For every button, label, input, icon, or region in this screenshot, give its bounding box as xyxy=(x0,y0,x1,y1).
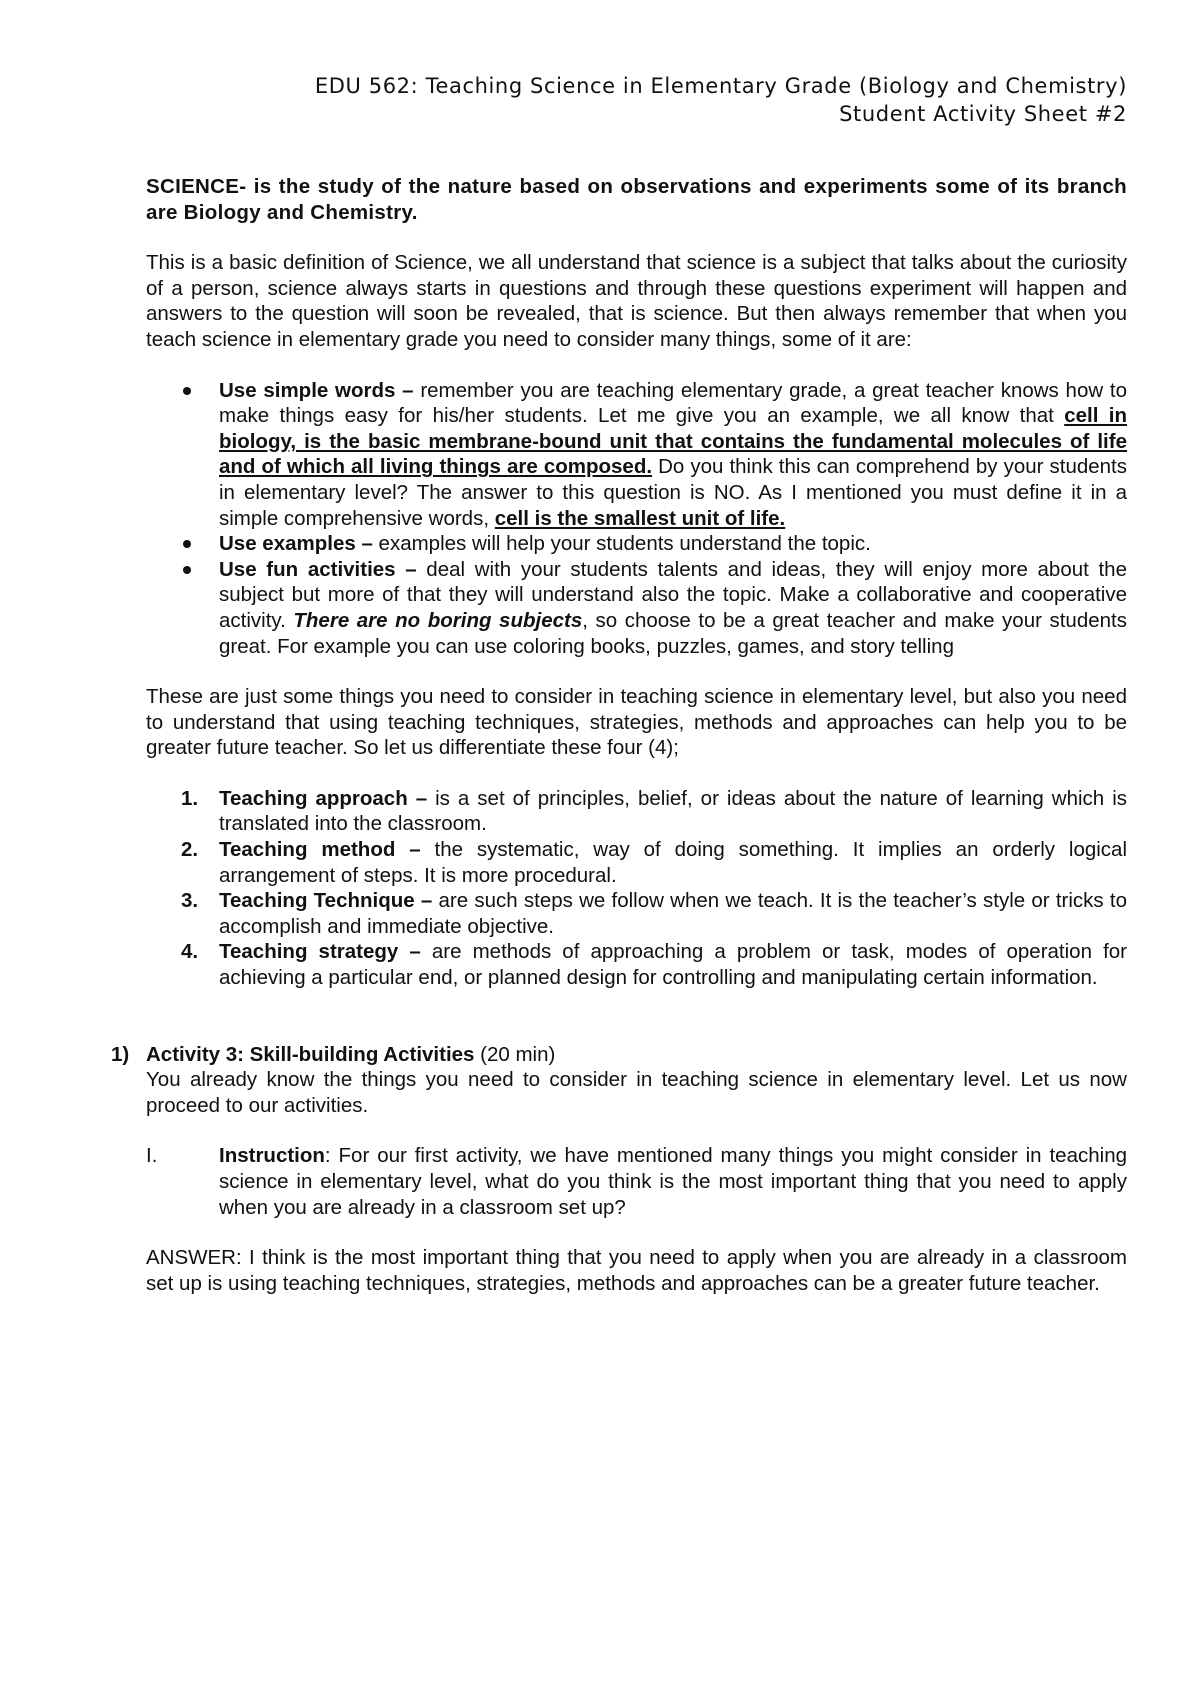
activity-title: Activity 3: Skill-building Activities xyxy=(146,1042,475,1066)
list-item xyxy=(146,378,1127,532)
science-definition: SCIENCE- is the study of the nature based on observations and experiments some of its branch are Biology and Chemistry. xyxy=(146,175,1127,224)
bullet-label: Use simple words – xyxy=(219,378,414,402)
item-number: 2. xyxy=(181,838,199,862)
bullet-underlined-definition: cell is the smallest unit of life. xyxy=(494,506,786,530)
term-text: are methods of approaching a problem or task, modes of operation for achieving a particular end, or planned design for controlling and manipulating certain information. xyxy=(219,940,1127,990)
activity-section xyxy=(111,1042,1127,1297)
bullet-text: examples will help your students understand the topic. xyxy=(372,532,871,556)
bullet-icon xyxy=(183,387,191,395)
list-item xyxy=(146,888,1127,939)
term-label: Teaching strategy – xyxy=(219,940,421,964)
list-item xyxy=(146,557,1127,659)
activity-duration: (20 min) xyxy=(474,1042,556,1066)
bullet-text: , so choose to be a great teacher and make your students great. For example you can use coloring books, puzzles, games, and story telling xyxy=(219,608,1127,658)
bullet-icon xyxy=(183,540,191,548)
instruction-block xyxy=(146,1143,1127,1220)
answer-paragraph: ANSWER: I think is the most important thing that you need to apply when you are already in a classroom set up is using teaching techniques, strategies, methods and approaches can be a greater future teacher. xyxy=(146,1246,1127,1295)
instruction-number: I. xyxy=(146,1144,158,1168)
bullet-icon xyxy=(183,566,191,574)
term-text: the systematic, way of doing something. It implies an orderly logical arrangement of steps. It is more procedural. xyxy=(219,838,1128,887)
document-header xyxy=(315,72,1127,128)
item-number: 3. xyxy=(181,889,199,913)
bullet-underlined-definition: cell in biology, is the basic membrane-bound unit that contains the fundamental molecules of life and of which all living things are composed. xyxy=(219,404,1127,479)
intro-paragraph: This is a basic definition of Science, we all understand that science is a subject that talks about the curiosity of a person, science always starts in questions and through these questions experiment will happen and answers to the question will soon be revealed, that is science. But then always remember that when you teach science in elementary grade you need to consider many things, some of it are: xyxy=(146,251,1127,351)
instruction-label: Instruction xyxy=(219,1144,325,1168)
differentiate-paragraph: These are just some things you need to consider in teaching science in elementary level, but also you need to understand that using teaching techniques, strategies, methods and approaches can help you to be greater future teacher. So let us differentiate these four (4); xyxy=(146,685,1127,760)
sheet-title: Student Activity Sheet #2 xyxy=(839,102,1127,126)
term-text: are such steps we follow when we teach. It is the teacher’s style or tricks to accomplish and immediate objective. xyxy=(219,889,1127,938)
term-label: Teaching approach – xyxy=(219,786,428,810)
bullet-emphasis: There are no boring subjects xyxy=(293,608,583,632)
list-item xyxy=(146,531,1127,557)
bullet-text: deal with your students talents and ideas, they will enjoy more about the subject but more of that they will understand also the topic. Make a collaborative and cooperative activity. xyxy=(219,557,1127,632)
teaching-terms-list xyxy=(146,786,1127,991)
bullet-label: Use examples – xyxy=(219,532,373,556)
bullet-text: remember you are teaching elementary grade, a great teacher knows how to make things easy for his/her students. Let me give you an example, we all know that xyxy=(219,378,1127,428)
bullet-text: Do you think this can comprehend by your students in elementary level? The answer to this question is NO. As I mentioned you must define it in a simple comprehensive words, xyxy=(219,455,1127,530)
bullet-label: Use fun activities – xyxy=(219,557,417,581)
term-text: is a set of principles, belief, or ideas about the nature of learning which is translated into the classroom. xyxy=(219,786,1127,836)
list-item xyxy=(146,786,1127,837)
activity-number: 1) xyxy=(111,1042,130,1066)
term-label: Teaching Technique – xyxy=(219,889,433,913)
list-item xyxy=(146,837,1127,888)
item-number: 4. xyxy=(181,940,199,964)
instruction-text: : For our first activity, we have mentioned many things you might consider in teaching science in elementary level, what do you think is the most important thing that you need to apply when you are already in a classroom set up? xyxy=(219,1144,1127,1219)
document-body xyxy=(111,174,1128,1296)
course-title: EDU 562: Teaching Science in Elementary Grade (Biology and Chemistry) xyxy=(314,74,1127,98)
item-number: 1. xyxy=(181,786,199,810)
activity-intro: You already know the things you need to consider in teaching science in elementary level. Let us now proceed to our activities. xyxy=(146,1068,1127,1117)
considerations-list xyxy=(146,378,1127,660)
list-item xyxy=(146,939,1127,990)
term-label: Teaching method – xyxy=(219,838,421,862)
activity-heading xyxy=(146,1042,1127,1068)
